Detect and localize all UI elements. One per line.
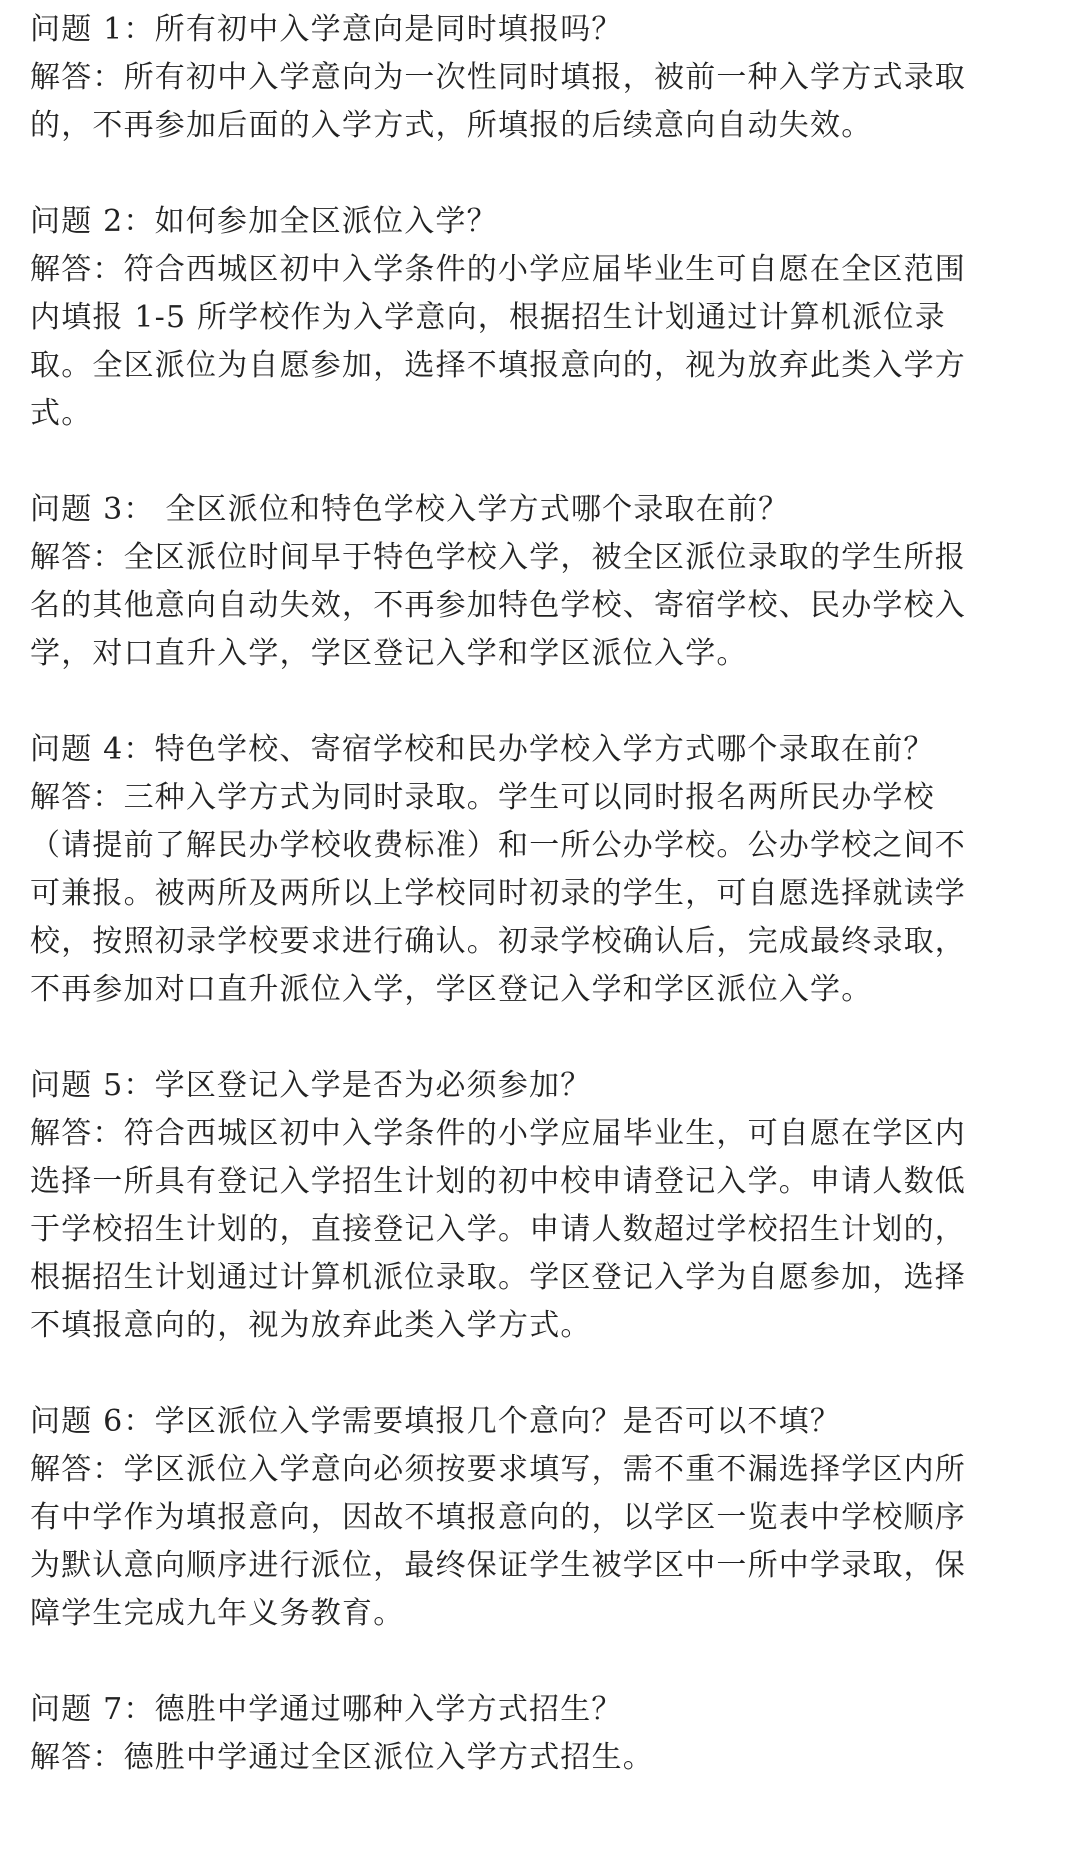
answer-4-line-2: （请提前了解民办学校收费标准）和一所公办学校。公办学校之间不 [30, 828, 966, 863]
question-7: 问题 7：德胜中学通过哪种入学方式招生？ [30, 1692, 623, 1727]
answer-6-line-1: 解答：学区派位入学意向必须按要求填写，需不重不漏选择学区内所 [30, 1452, 966, 1487]
answer-3-line-3: 学，对口直升入学，学区登记入学和学区派位入学。 [30, 636, 748, 671]
answer-6-line-2: 有中学作为填报意向，因故不填报意向的，以学区一览表中学校顺序 [30, 1500, 966, 1535]
question-4: 问题 4：特色学校、寄宿学校和民办学校入学方式哪个录取在前？ [30, 732, 935, 767]
answer-5-line-4: 根据招生计划通过计算机派位录取。学区登记入学为自愿参加，选择 [30, 1260, 966, 1295]
answer-4-line-1: 解答：三种入学方式为同时录取。学生可以同时报名两所民办学校 [30, 780, 935, 815]
answer-6-line-4: 障学生完成九年义务教育。 [30, 1596, 405, 1631]
question-3: 问题 3： 全区派位和特色学校入学方式哪个录取在前？ [30, 492, 790, 527]
answer-5-line-2: 选择一所具有登记入学招生计划的初中校申请登记入学。申请人数低 [30, 1164, 966, 1199]
qa-block-3 [30, 486, 1080, 678]
qa-block-1 [30, 6, 1080, 150]
answer-2-line-4: 式。 [30, 396, 93, 431]
answer-3-line-2: 名的其他意向自动失效，不再参加特色学校、寄宿学校、民办学校入 [30, 588, 966, 623]
question-2: 问题 2：如何参加全区派位入学？ [30, 204, 498, 239]
answer-2-line-3: 取。全区派位为自愿参加，选择不填报意向的，视为放弃此类入学方 [30, 348, 966, 383]
answer-7-line-1: 解答：德胜中学通过全区派位入学方式招生。 [30, 1740, 654, 1775]
qa-block-7 [30, 1686, 1080, 1782]
qa-block-4 [30, 726, 1080, 1014]
question-6: 问题 6：学区派位入学需要填报几个意向？是否可以不填？ [30, 1404, 842, 1439]
answer-1-line-2: 的，不再参加后面的入学方式，所填报的后续意向自动失效。 [30, 108, 873, 143]
answer-1-line-1: 解答：所有初中入学意向为一次性同时填报，被前一种入学方式录取 [30, 60, 966, 95]
qa-block-2 [30, 198, 1080, 438]
answer-6-line-3: 为默认意向顺序进行派位，最终保证学生被学区中一所中学录取，保 [30, 1548, 966, 1583]
answer-3-line-1: 解答：全区派位时间早于特色学校入学，被全区派位录取的学生所报 [30, 540, 966, 575]
answer-4-line-5: 不再参加对口直升派位入学，学区登记入学和学区派位入学。 [30, 972, 873, 1007]
question-5: 问题 5：学区登记入学是否为必须参加？ [30, 1068, 592, 1103]
answer-5-line-3: 于学校招生计划的，直接登记入学。申请人数超过学校招生计划的， [30, 1212, 966, 1247]
answer-4-line-4: 校，按照初录学校要求进行确认。初录学校确认后，完成最终录取， [30, 924, 966, 959]
question-1: 问题 1：所有初中入学意向是同时填报吗？ [30, 12, 623, 47]
qa-block-6 [30, 1398, 1080, 1638]
answer-5-line-1: 解答：符合西城区初中入学条件的小学应届毕业生，可自愿在学区内 [30, 1116, 966, 1151]
answer-5-line-5: 不填报意向的，视为放弃此类入学方式。 [30, 1308, 592, 1343]
answer-2-line-2: 内填报 1-5 所学校作为入学意向，根据招生计划通过计算机派位录 [30, 300, 946, 335]
answer-4-line-3: 可兼报。被两所及两所以上学校同时初录的学生，可自愿选择就读学 [30, 876, 966, 911]
qa-block-5 [30, 1062, 1080, 1350]
answer-2-line-1: 解答：符合西城区初中入学条件的小学应届毕业生可自愿在全区范围 [30, 252, 966, 287]
